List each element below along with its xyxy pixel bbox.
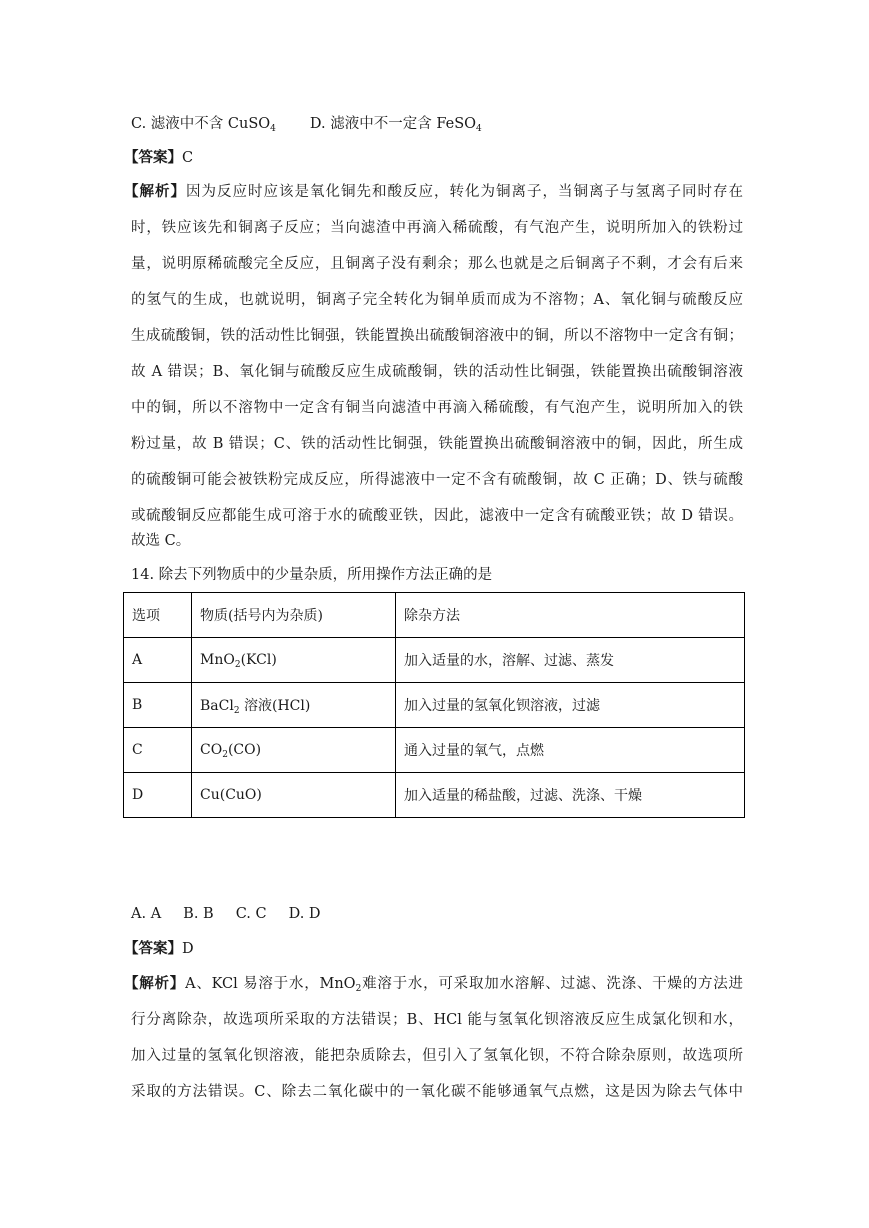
table-row [124, 728, 745, 773]
options-c-d [131, 114, 743, 134]
table-row [124, 683, 745, 728]
question-14: 14. 除去下列物质中的少量杂质，所用操作方法正确的是 [131, 567, 493, 583]
row-substance: BaCl$_2$ 溶液(HCl) [192, 683, 396, 728]
table-row [124, 638, 745, 683]
choice-b: B. B [183, 906, 214, 922]
row-substance: $CO_2(CO)$ [192, 728, 396, 773]
analysis-1-line-10: 故选 C。 [131, 533, 191, 549]
analysis-1-line-0: 【解析】因为反应时应该是氧化铜先和酸反应，转化为铜离子，当铜离子与氢离子同时存在 [124, 183, 743, 200]
row-option: B [124, 683, 192, 728]
analysis-2-line-3: 采取的方法错误。C、除去二氧化碳中的一氧化碳不能够通氧气点燃，这是因为除去气体中 [131, 1084, 743, 1100]
option-c: C. 滤液中不含 CuSO$_4$ [131, 116, 276, 134]
answer-2: 【答案】D [124, 940, 194, 957]
analysis-1-line-3: 的氢气的生成，也就说明，铜离子完全转化为铜单质而成为不溶物；A、氧化铜与硫酸反应 [131, 292, 743, 308]
row-option: D [124, 773, 192, 818]
answer-1: 【答案】C [124, 149, 194, 166]
header-method: 除杂方法 [396, 593, 745, 638]
analysis-1-line-4: 生成硫酸铜，铁的活动性比铜强，铁能置换出硫酸铜溶液中的铜，所以不溶物中一定含有铜； [131, 328, 743, 344]
row-method: 加入适量的稀盐酸，过滤、洗涤、干燥 [396, 773, 745, 818]
row-option: A [124, 638, 192, 683]
header-option: 选项 [124, 593, 192, 638]
table-row [124, 773, 745, 818]
analysis-2-line-0: 【解析】A、KCl 易溶于水，MnO$_2$难溶于水，可采取加水溶解、过滤、洗涤、干燥的方法进 [124, 975, 744, 994]
option-d: D. 滤液中不一定含 FeSO$_4$ [309, 116, 482, 134]
table-header-row [124, 593, 745, 638]
analysis-1-line-5: 故 A 错误；B、氧化铜与硫酸反应生成硫酸铜，铁的活动性比铜强，铁能置换出硫酸铜溶液 [131, 364, 743, 380]
choice-d: D. D [288, 906, 321, 922]
row-method: 通入过量的氧气，点燃 [396, 728, 745, 773]
analysis-1-line-8: 的硫酸铜可能会被铁粉完成反应，所得滤液中一定不含有硫酸铜，故 C 正确；D、铁与硫酸 [131, 472, 743, 488]
choice-a: A. A [131, 906, 162, 922]
analysis-1-line-7: 粉过量，故 B 错误；C、铁的活动性比铜强，铁能置换出硫酸铜溶液中的铜，因此，所生成 [131, 436, 743, 452]
header-substance: 物质(括号内为杂质) [192, 593, 396, 638]
analysis-1-line-1: 时，铁应该先和铜离子反应；当向滤渣中再滴入稀硫酸，有气泡产生，说明所加入的铁粉过 [131, 220, 743, 236]
row-substance: MnO$_2$(KCl) [192, 638, 396, 683]
analysis-1-line-9: 或硫酸铜反应都能生成可溶于水的硫酸亚铁，因此，滤液中一定含有硫酸亚铁；故 D 错误。 [131, 508, 743, 524]
analysis-2-line-1: 行分离除杂，故选项所采取的方法错误；B、HCl 能与氢氧化钡溶液反应生成氯化钡和水， [131, 1012, 743, 1028]
row-substance: Cu(CuO) [192, 773, 396, 818]
options-table [123, 592, 745, 818]
analysis-1-line-2: 量，说明原稀硫酸完全反应，且铜离子没有剩余；那么也就是之后铜离子不剩，才会有后来 [131, 256, 743, 272]
row-method: 加入适量的水，溶解、过滤、蒸发 [396, 638, 745, 683]
analysis-2-line-2: 加入过量的氢氧化钡溶液，能把杂质除去，但引入了氢氧化钡，不符合除杂原则，故选项所 [131, 1048, 743, 1064]
analysis-1-line-6: 中的铜，所以不溶物中一定含有铜当向滤渣中再滴入稀硫酸，有气泡产生，说明所加入的铁 [131, 400, 743, 416]
row-method: 加入过量的氢氧化钡溶液，过滤 [396, 683, 745, 728]
row-option: C [124, 728, 192, 773]
choices-line [131, 904, 743, 924]
choice-c: C. C [235, 906, 267, 922]
